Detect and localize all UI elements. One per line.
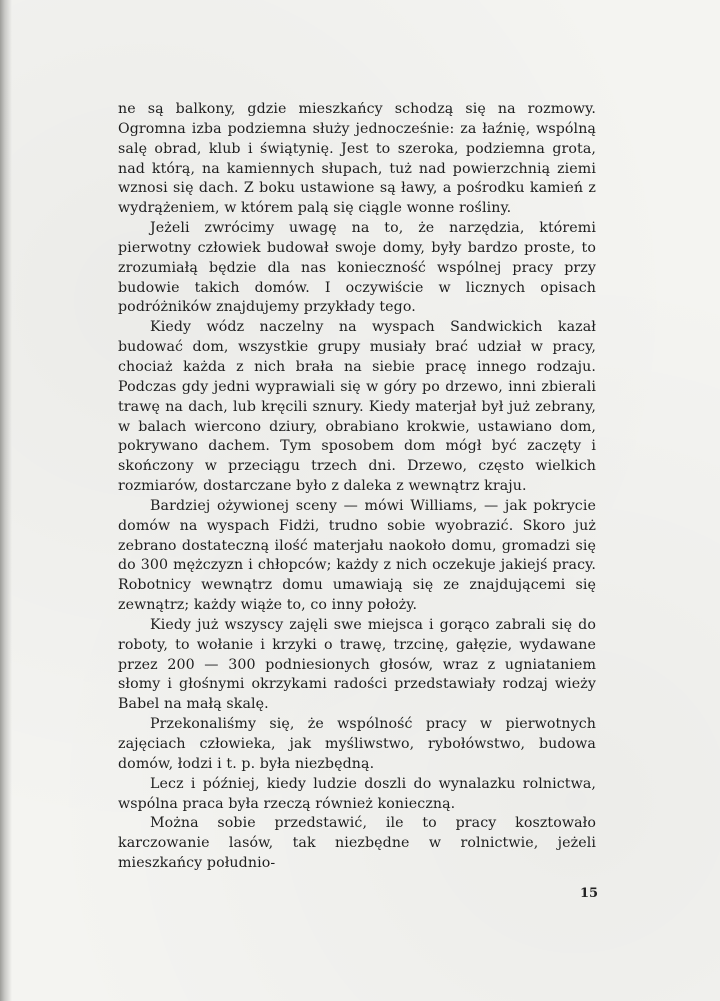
paragraph-1: ne są balkony, gdzie mieszkańcy schodzą się na rozmowy. Ogromna izba podziemna służy jednocześnie: za łaźnię, wspólną salę obrad, klub i świątynię. Jest to szeroka, podziemna grota, nad którą, na kamiennych słupach, tuż nad powierzchnią ziemi wznosi się dach. Z boku ustawione są ławy, a pośrodku kamień z wydrążeniem, w którem palą się ciągle wonne rośliny. [118, 101, 596, 217]
page-number: 15 [580, 886, 599, 901]
paragraph-3: Kiedy wódz naczelny na wyspach Sandwickich kazał budować dom, wszystkie grupy musiały brać udział w pracy, chociaż każda z nich brała na siebie pracę innego rodzaju. Podczas gdy jedni wyprawiali się w góry po drzewo, inni zbierali trawę na dach, lub kręcili sznury. Kiedy materjał był już zebrany, w balach wiercono dziury, obrabiano krokwie, ustawiano dom, pokrywano dachem. Tym sposobem dom mógł być zaczęty i skończony w przeciągu trzech dni. Drzewo, często wielkich rozmiarów, dostarczane było z daleka z wewnątrz kraju. [118, 319, 596, 495]
paragraph-5: Kiedy już wszyscy zajęli swe miejsca i gorąco zabrali się do roboty, to wołanie i krzyki o trawę, trzcinę, gałęzie, wydawane przez 200 — 300 podniesionych głosów, wraz z ugniataniem słomy i głośnymi okrzykami radości przedstawiały rodzaj wieży Babel na małą skalę. [118, 616, 596, 713]
page-binding-edge [0, 0, 12, 1001]
paragraph-2: Jeżeli zwrócimy uwagę na to, że narzędzia, któremi pierwotny człowiek budował swoje domy, były bardzo proste, to zrozumiałą będzie dla nas konieczność wspólnej pracy przy budowie takich domów. I oczywiście w licznych opisach podróżników znajdujemy przykłady tego. [118, 220, 596, 316]
paragraph-6: Przekonaliśmy się, że wspólność pracy w pierwotnych zajęciach człowieka, jak myśliwstwo, rybołówstwo, budowa domów, łodzi i t. p. była niezbędną. [118, 716, 596, 772]
paragraph-8: Można sobie przedstawić, ile to pracy kosztowało karczowanie lasów, tak niezbędne w rolnictwie, jeżeli mieszkańcy południo- [118, 815, 596, 872]
body-text [118, 100, 596, 874]
paragraph-7: Lecz i później, kiedy ludzie doszli do wynalazku rolnictwa, wspólna praca była rzeczą również konieczną. [118, 775, 596, 812]
paragraph-4: Bardziej ożywionej sceny — mówi Williams, — jak pokrycie domów na wyspach Fidżi, trudno sobie wyobrazić. Skoro już zebrano dostateczną ilość materjału naokoło domu, gromadzi się do 300 mężczyzn i chłopców; każdy z nich oczekuje jakiejś pracy. Robotnicy wewnątrz domu umawiają się ze znajdującemi się zewnątrz; każdy wiąże to, co inny położy. [118, 497, 596, 614]
